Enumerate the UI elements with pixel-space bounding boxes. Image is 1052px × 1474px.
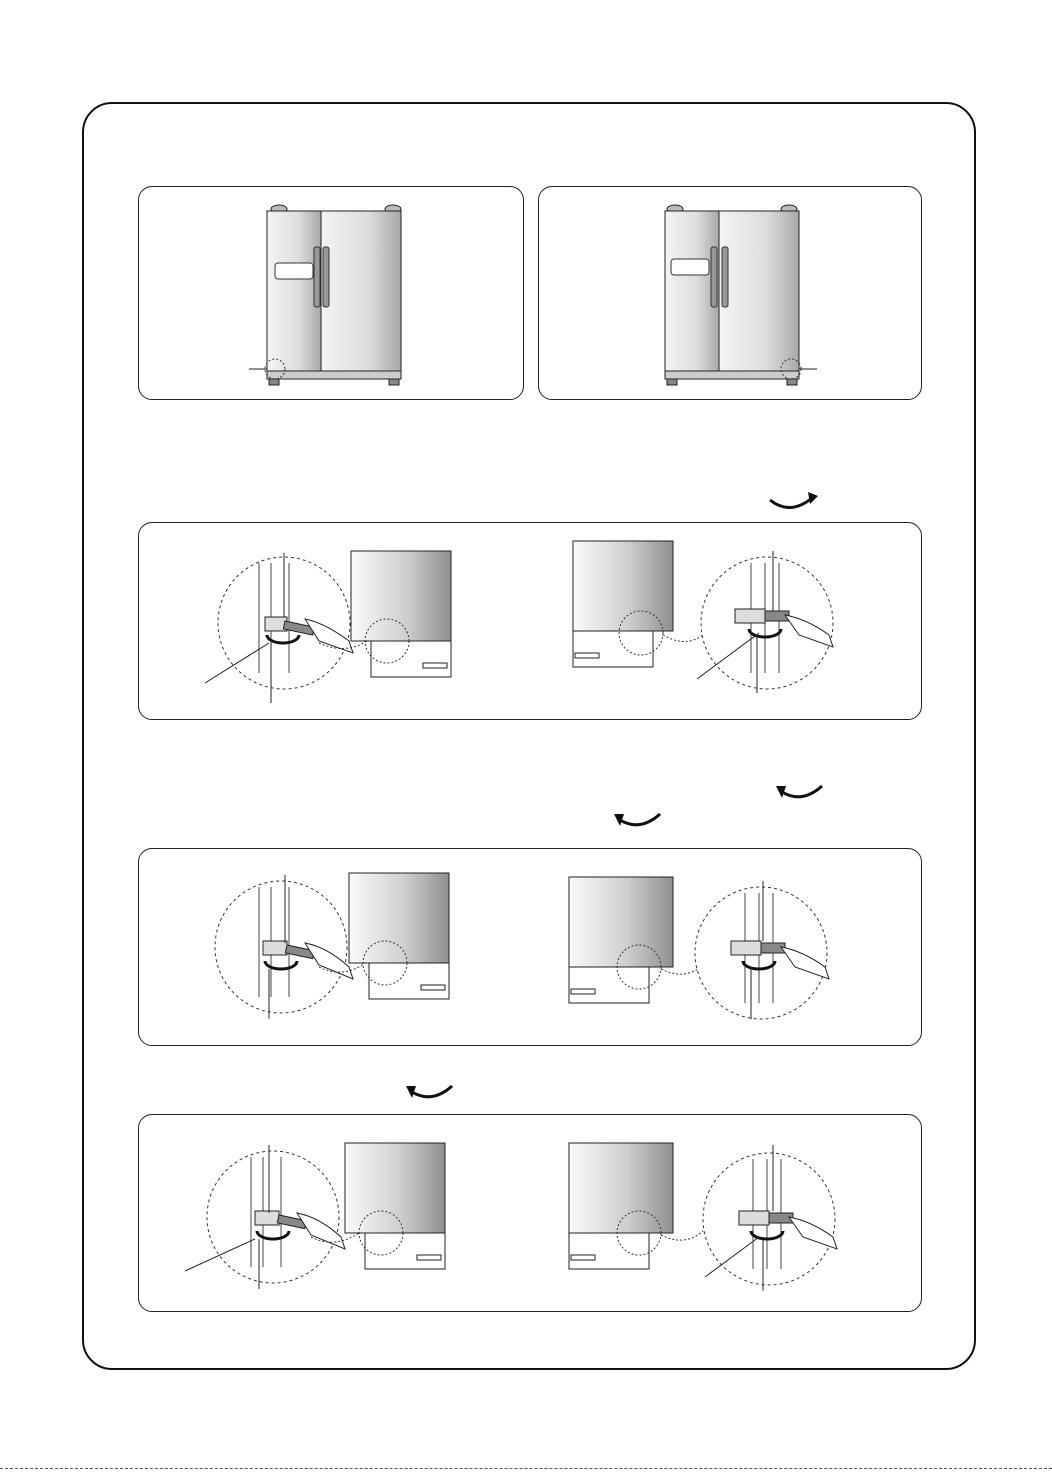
rotate-counterclockwise-icon-2 xyxy=(612,808,664,834)
rotate-counterclockwise-icon-3 xyxy=(404,1080,456,1106)
fridge-overview-right-panel xyxy=(538,186,922,400)
leveling-step-panel-3 xyxy=(138,1114,922,1312)
rotate-counterclockwise-icon xyxy=(774,780,826,806)
leveling-detail-illustration-1 xyxy=(139,523,922,720)
fridge-front-view-right-door-open xyxy=(539,187,922,400)
leveling-step-panel-2 xyxy=(138,848,922,1046)
leveling-step-panel-1 xyxy=(138,522,922,720)
rotate-clockwise-icon xyxy=(764,490,820,516)
fridge-overview-left-panel xyxy=(138,186,524,400)
leveling-detail-illustration-2 xyxy=(139,849,922,1046)
fridge-front-view-left-door-open xyxy=(139,187,524,400)
leveling-detail-illustration-3 xyxy=(139,1115,922,1312)
page-bottom-dashed-rule xyxy=(0,1468,1052,1469)
